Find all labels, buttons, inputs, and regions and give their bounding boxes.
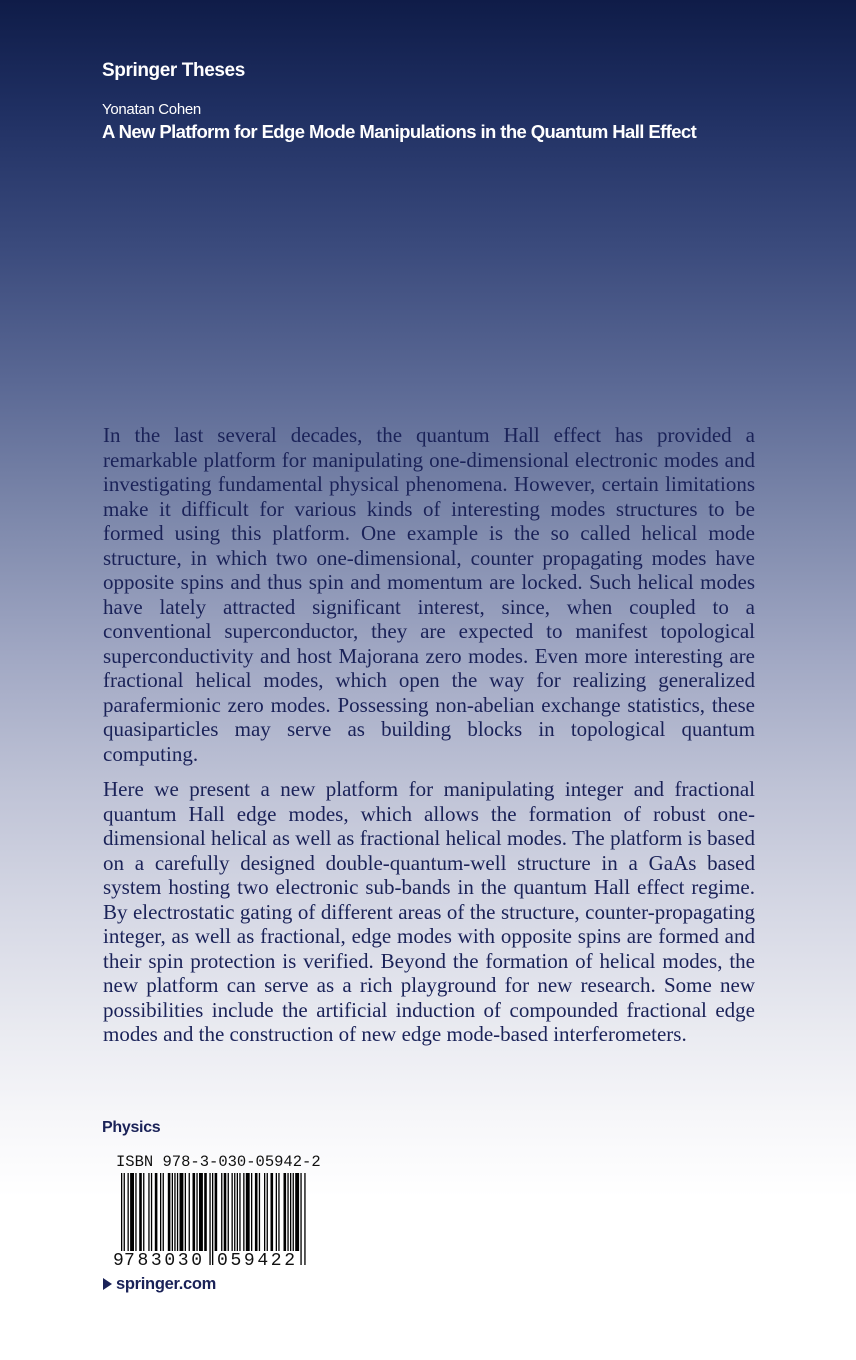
barcode-bar [177, 1173, 178, 1251]
barcode-bar [287, 1173, 288, 1251]
play-arrow-icon [103, 1278, 112, 1290]
barcode-bar [151, 1173, 152, 1251]
barcode-bar [232, 1173, 233, 1251]
publisher-url[interactable]: springer.com [116, 1275, 217, 1293]
barcode-bar [130, 1173, 134, 1251]
barcode-bar [276, 1173, 277, 1251]
barcode-bar [139, 1173, 142, 1251]
abstract [103, 423, 755, 1058]
barcode-bar [128, 1173, 129, 1251]
barcode-bar [155, 1173, 158, 1251]
barcode-bar [221, 1173, 222, 1251]
barcode-bar [251, 1173, 252, 1251]
barcode-icon [113, 1173, 313, 1267]
barcode-bar [196, 1173, 197, 1251]
barcode-lead-digit: 9 [113, 1251, 124, 1267]
barcode-bar [185, 1173, 186, 1251]
barcode-bar [172, 1173, 173, 1251]
barcode-bar [290, 1173, 291, 1251]
abstract-paragraph-2: Here we present a new platform for manipulating integer and fractional quantum Hall edge modes, which allows the formation of robust one-dimensional helical as well as fractional helical modes. The platform is based on a carefully designed double-quantum-well structure in a GaAs based system hosting two electronic sub-bands in the quantum Hall effect regime. By electrostatic gating of different areas of the structure, counter-propagating integer, as well as fractional, edge modes with opposite spins are formed and their spin protection is verified. Beyond the formation of helical modes, the new platform can serve as a rich playground for new research. Some new possibilities include the artificial induction of compounded fractional edge modes and the construction of new edge mode-based interferometers. [103, 777, 755, 1046]
barcode-bar [228, 1173, 229, 1251]
barcode-bar [209, 1173, 210, 1265]
barcode-bar [243, 1173, 244, 1251]
author-name: Yonatan Cohen [102, 101, 201, 118]
barcode-bar [293, 1173, 294, 1251]
barcode-bar [215, 1173, 218, 1251]
barcode-bar [264, 1173, 265, 1251]
barcode-bar [163, 1173, 164, 1251]
barcode-bar [284, 1173, 287, 1251]
isbn-text: ISBN 978-3-030-05942-2 [116, 1153, 321, 1171]
book-title: A New Platform for Edge Mode Manipulations in the Quantum Hall Effect [102, 121, 697, 142]
barcode-bar [160, 1173, 161, 1251]
barcode-bar [267, 1173, 268, 1251]
barcode-bar [304, 1173, 305, 1265]
barcode-bar [234, 1173, 235, 1251]
barcode-bar [271, 1173, 274, 1251]
series-name: Springer Theses [102, 60, 245, 81]
barcode-bar [300, 1173, 301, 1265]
barcode-bar [246, 1173, 250, 1251]
barcode-bar [212, 1173, 213, 1265]
barcode-bar [237, 1173, 238, 1251]
barcode-bar [180, 1173, 184, 1251]
barcode-bar [148, 1173, 149, 1251]
abstract-paragraph-1: In the last several decades, the quantum Hall effect has provided a remarkable platform for manipulating one-dimensional electronic modes and investigating fundamental physical phenomena. However, certain limitations make it difficult for various kinds of interesting modes structures to be formed using this platform. One example is the so called helical mode structure, in which two one-dimensional, counter propagating modes have opposite spins and thus spin and momentum are locked. Such helical modes have lately attracted significant interest, since, when coupled to a conventional superconductor, they are expected to manifest topological superconductivity and host Majorana zero modes. Even more interesting are fractional helical modes, which open the way for realizing generalized parafermionic zero modes. Possessing non-abelian exchange statistics, these quasiparticles may serve as building blocks in topological quantum computing. [103, 423, 755, 766]
barcode-bar [143, 1173, 144, 1251]
barcode-bar [135, 1173, 136, 1251]
barcode-bar [259, 1173, 260, 1251]
publisher-link[interactable] [103, 1275, 216, 1294]
barcode-bar [255, 1173, 258, 1251]
subject-label: Physics [102, 1119, 161, 1136]
barcode-bar [189, 1173, 190, 1251]
barcode-bar [193, 1173, 196, 1251]
barcode-bar [168, 1173, 171, 1251]
barcode-bar [278, 1173, 279, 1251]
barcode-bar [295, 1173, 299, 1251]
barcode-bar [199, 1173, 203, 1251]
barcode-bar [174, 1173, 175, 1251]
barcode-bar [239, 1173, 240, 1251]
barcode-bar [204, 1173, 207, 1251]
barcode-bar [224, 1173, 227, 1251]
barcode-left-digits: 783030 [124, 1251, 202, 1267]
barcode-right-digits: 059422 [217, 1251, 295, 1267]
